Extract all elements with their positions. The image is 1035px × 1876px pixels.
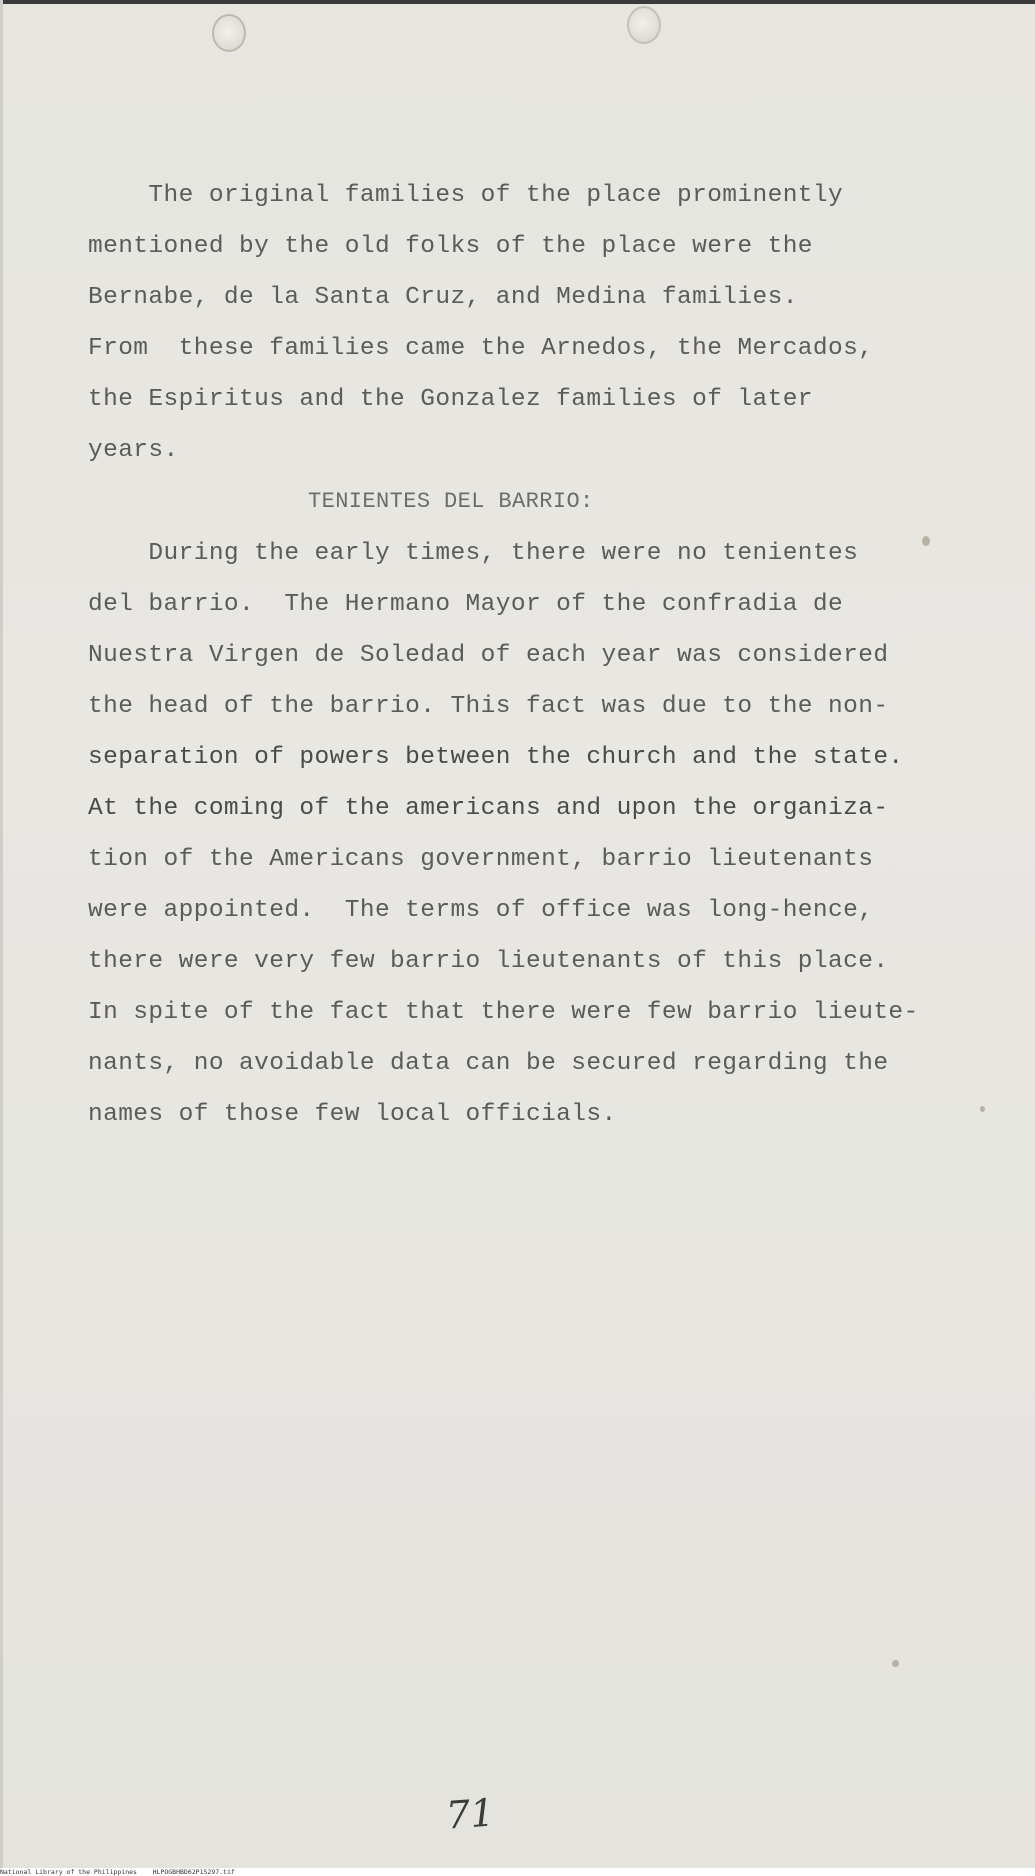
text-line: During the early times, there were no tenientes <box>88 540 859 567</box>
text-line: At the coming of the americans and upon the organiza- <box>88 795 889 822</box>
text-line: years. <box>88 437 179 464</box>
text-line: Bernabe, de la Santa Cruz, and Medina families. <box>88 284 798 311</box>
handwritten-page-number: 71 <box>444 1790 496 1838</box>
text-line: there were very few barrio lieutenants of this place. <box>88 948 889 975</box>
text-line: del barrio. The Hermano Mayor of the confradia de <box>88 591 844 618</box>
text-line: Nuestra Virgen de Soledad of each year was considered <box>88 642 889 669</box>
paper-speck <box>980 1106 985 1112</box>
punch-hole-left <box>212 14 246 52</box>
scan-top-edge <box>0 0 1035 4</box>
text-line: separation of powers between the church and the state. <box>88 744 904 771</box>
scan-left-edge <box>0 0 3 1868</box>
scan-footer-caption: National Library of the Philippines HLPOGBHBD62P15297.tif <box>0 1868 1035 1876</box>
punch-hole-right <box>627 6 661 44</box>
paper-speck <box>892 1660 899 1667</box>
text-line: names of those few local officials. <box>88 1101 617 1128</box>
text-line: In spite of the fact that there were few barrio lieute- <box>88 999 919 1026</box>
text-line: the head of the barrio. This fact was due to the non- <box>88 693 889 720</box>
text-line: The original families of the place prominently <box>88 182 844 209</box>
text-line: nants, no avoidable data can be secured regarding the <box>88 1050 889 1077</box>
text-line: the Espiritus and the Gonzalez families of later <box>88 386 813 413</box>
section-heading: TENIENTES DEL BARRIO: <box>308 489 594 514</box>
text-line: were appointed. The terms of office was long-hence, <box>88 897 874 924</box>
typed-text-body <box>88 170 948 1140</box>
text-line: mentioned by the old folks of the place were the <box>88 233 813 260</box>
text-line: From these families came the Arnedos, the Mercados, <box>88 335 874 362</box>
text-line: tion of the Americans government, barrio lieutenants <box>88 846 874 873</box>
